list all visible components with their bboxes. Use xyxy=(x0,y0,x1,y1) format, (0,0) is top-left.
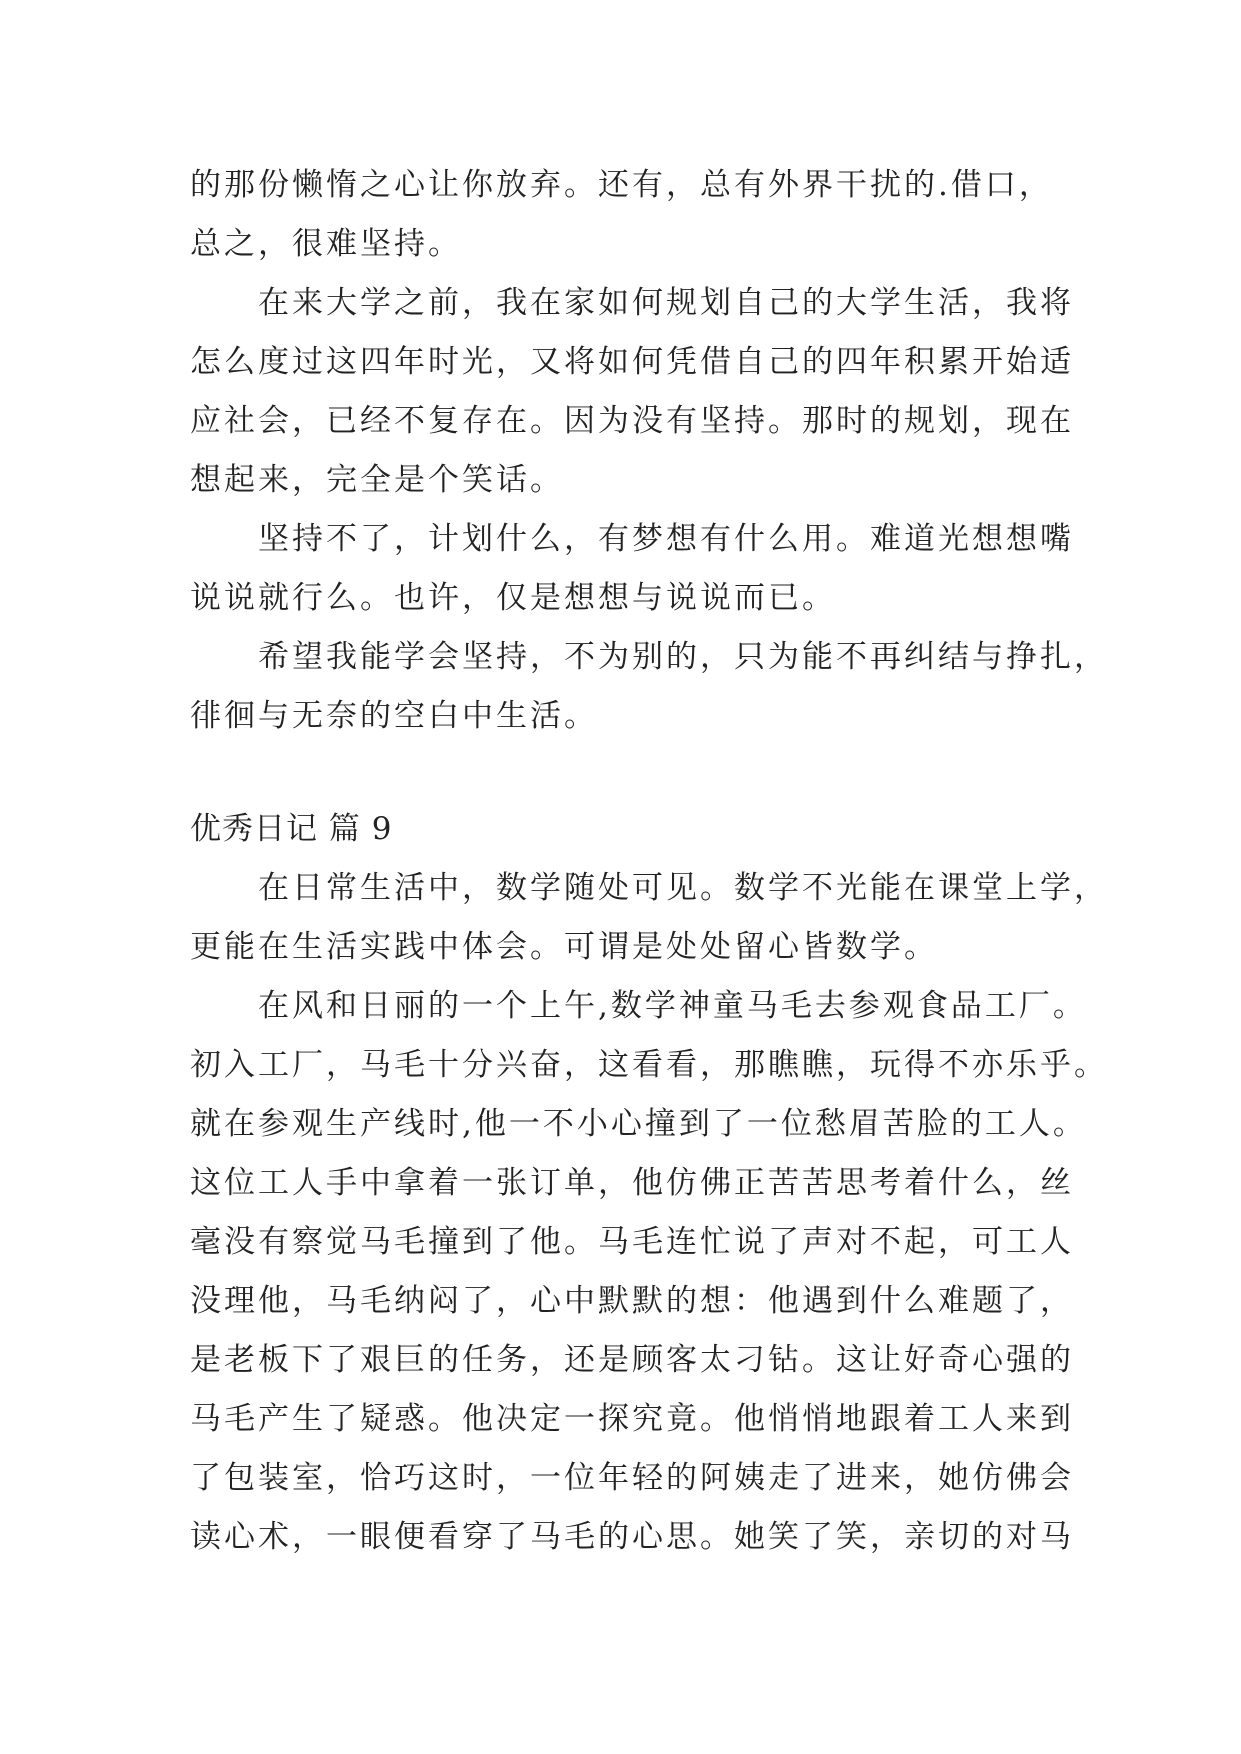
text-line: 更能在生活实践中体会。可谓是处处留心皆数学。 xyxy=(190,929,938,965)
text-line: 这位工人手中拿着一张订单，他仿佛正苦苦思考着什么，丝 xyxy=(190,1165,1074,1201)
text-line: 在风和日丽的一个上午,数学神童马毛去参观食品工厂。 xyxy=(190,988,1087,1024)
text-line: 没理他，马毛纳闷了，心中默默的想：他遇到什么难题了， xyxy=(190,1283,1074,1319)
text-line: 马毛产生了疑惑。他决定一探究竟。他悄悄地跟着工人来到 xyxy=(190,1401,1074,1437)
text-line: 在日常生活中，数学随处可见。数学不光能在课堂上学， xyxy=(190,870,1108,906)
text-line: 在来大学之前，我在家如何规划自己的大学生活，我将 xyxy=(190,285,1074,321)
text-line: 徘徊与无奈的空白中生活。 xyxy=(190,698,598,734)
text-line: 是老板下了艰巨的任务，还是顾客太刁钻。这让好奇心强的 xyxy=(190,1342,1074,1378)
text-line: 想起来，完全是个笑话。 xyxy=(190,462,564,498)
text-line: 总之，很难坚持。 xyxy=(190,226,462,262)
text-line: 就在参观生产线时,他一不小心撞到了一位愁眉苦脸的工人。 xyxy=(190,1106,1087,1142)
text-line: 怎么度过这四年时光，又将如何凭借自己的四年积累开始适 xyxy=(190,344,1074,380)
text-line: 说说就行么。也许，仅是想想与说说而已。 xyxy=(190,580,836,616)
text-line: 读心术，一眼便看穿了马毛的心思。她笑了笑，亲切的对马 xyxy=(190,1519,1074,1555)
text-line: 应社会，已经不复存在。因为没有坚持。那时的规划，现在 xyxy=(190,403,1074,439)
section-heading: 优秀日记 篇 9 xyxy=(190,811,393,847)
text-line: 的那份懒惰之心让你放弃。还有，总有外界干扰的.借口， xyxy=(190,167,1053,203)
text-line: 坚持不了，计划什么，有梦想有什么用。难道光想想嘴 xyxy=(190,521,1074,557)
text-line: 了包装室，恰巧这时，一位年轻的阿姨走了进来，她仿佛会 xyxy=(190,1460,1074,1496)
text-line: 毫没有察觉马毛撞到了他。马毛连忙说了声对不起，可工人 xyxy=(190,1224,1074,1260)
text-line: 初入工厂，马毛十分兴奋，这看看，那瞧瞧，玩得不亦乐乎。 xyxy=(190,1047,1108,1083)
text-line: 希望我能学会坚持，不为别的，只为能不再纠结与挣扎， xyxy=(190,639,1108,675)
